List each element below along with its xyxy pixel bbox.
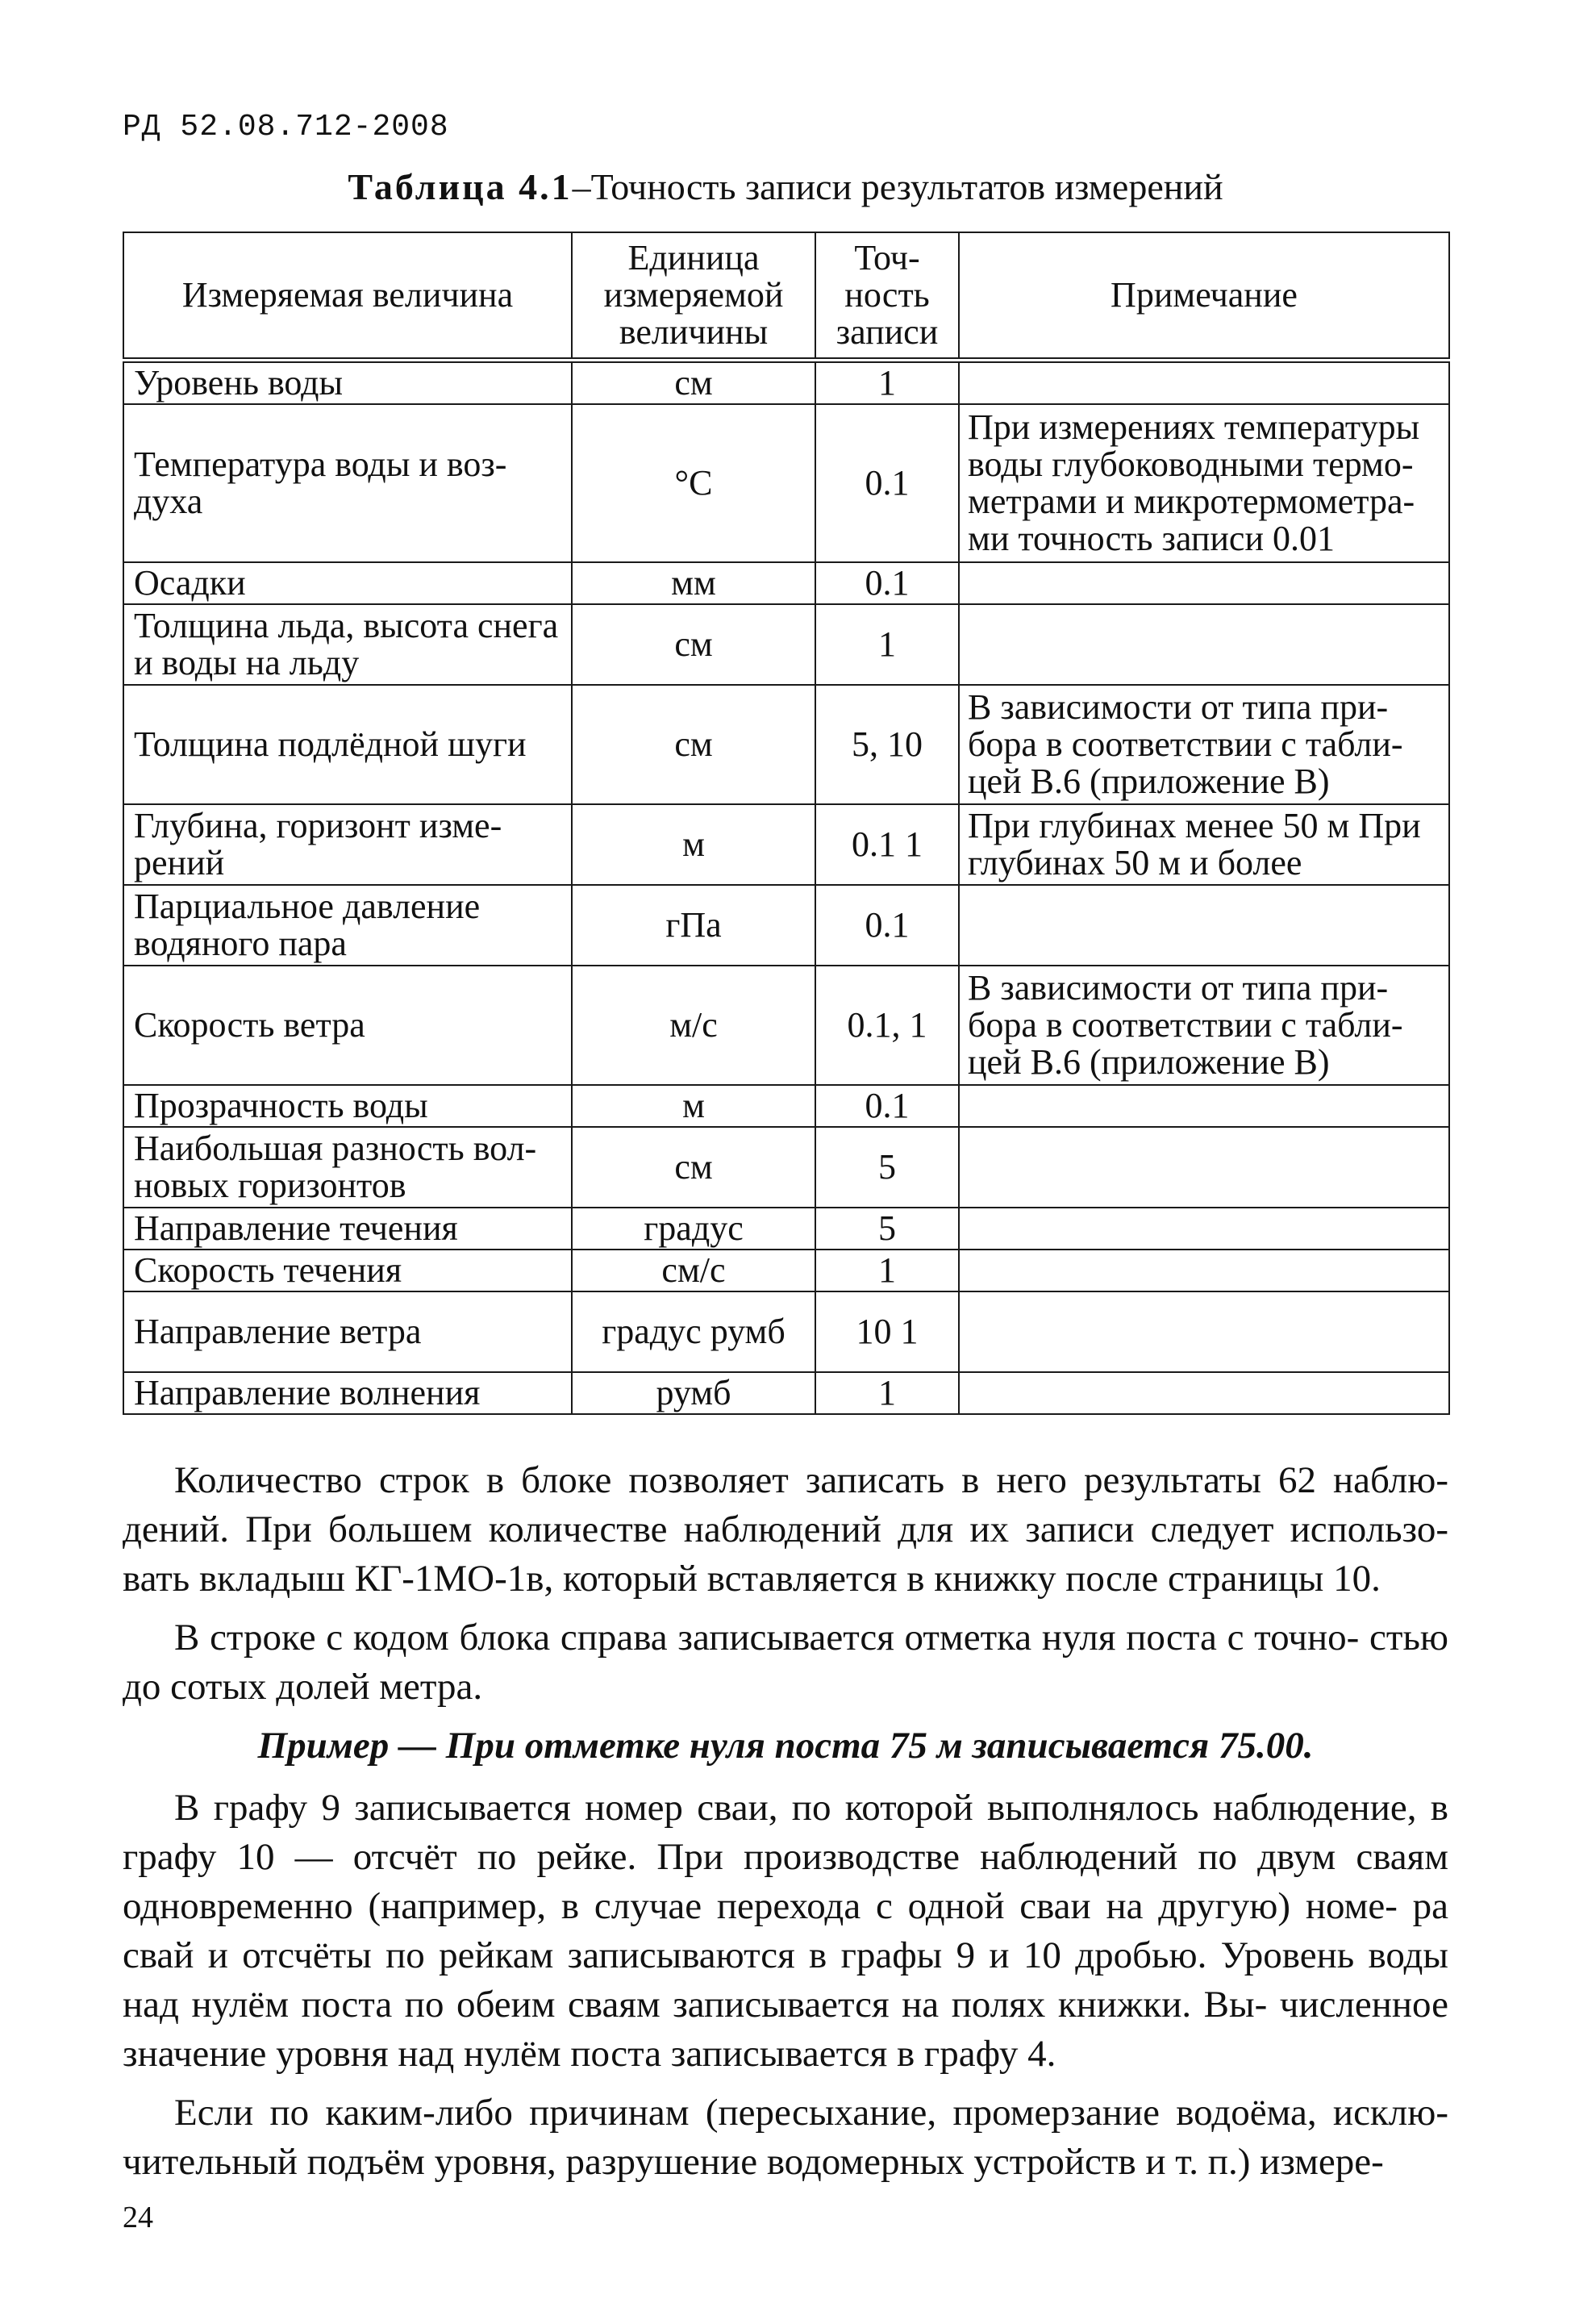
cell-precision: 1 [815, 361, 959, 405]
cell-unit: см [572, 1127, 815, 1208]
cell-note [959, 604, 1449, 685]
cell-unit: м [572, 804, 815, 885]
cell-quantity: Уровень воды [123, 361, 572, 405]
cell-quantity: Скорость течения [123, 1250, 572, 1291]
cell-unit: градус румб [572, 1291, 815, 1372]
table-row [123, 885, 1449, 966]
document-code: РД 52.08.712-2008 [123, 110, 449, 144]
table-row [123, 966, 1449, 1085]
column-header-note: Примечание [959, 232, 1449, 361]
cell-quantity: Направление течения [123, 1208, 572, 1250]
cell-precision: 10 1 [815, 1291, 959, 1372]
cell-note [959, 885, 1449, 966]
column-header-precision: Точ- ность записи [815, 232, 959, 361]
cell-unit: румб [572, 1372, 815, 1414]
cell-precision: 5 [815, 1208, 959, 1250]
cell-note [959, 1208, 1449, 1250]
table-caption-text: –Точность записи результатов измерений [572, 166, 1223, 207]
table-row [123, 361, 1449, 405]
example-note: Пример — При отметке нуля поста 75 м записывается 75.00. [257, 1725, 1314, 1767]
cell-unit: градус [572, 1208, 815, 1250]
cell-quantity: Осадки [123, 562, 572, 604]
cell-precision: 0.1 [815, 562, 959, 604]
cell-precision: 0.1 1 [815, 804, 959, 885]
cell-quantity: Направление волнения [123, 1372, 572, 1414]
cell-note [959, 1127, 1449, 1208]
cell-precision: 0.1 [815, 885, 959, 966]
cell-unit: см/с [572, 1250, 815, 1291]
table-row [123, 404, 1449, 562]
paragraph: В графу 9 записывается номер сваи, по которой выполнялось наблюдение, в графу 10 — отсчёт по рейке. При производстве наблюдений по двум сваям одновременно (например, в случае перехода с одной сваи на другую) номе- ра свай и отсчёты по рейкам записываются в графы 9 и 10 дробью. Уровень воды над нулём поста по обеим сваям записывается на полях книжки. Вы- численное значение уровня над нулём поста записывается в графу 4. [123, 1787, 1448, 2075]
cell-note [959, 1372, 1449, 1414]
cell-note [959, 361, 1449, 405]
precision-table [123, 232, 1450, 1415]
cell-quantity: Толщина подлёдной шуги [123, 685, 572, 804]
table-row [123, 604, 1449, 685]
table-caption [123, 165, 1448, 208]
cell-note: В зависимости от типа при- бора в соответствии с табли- цей В.6 (приложение В) [959, 966, 1449, 1085]
table-row [123, 1127, 1449, 1208]
cell-unit: см [572, 685, 815, 804]
cell-unit: см [572, 604, 815, 685]
column-header-unit: Единица измеряемой величины [572, 232, 815, 361]
body-text [123, 1456, 1448, 2197]
table-row [123, 685, 1449, 804]
cell-unit: мм [572, 562, 815, 604]
cell-quantity: Толщина льда, высота снега и воды на льду [123, 604, 572, 685]
page-number: 24 [123, 2201, 153, 2234]
table-row [123, 1208, 1449, 1250]
cell-precision: 0.1 [815, 1085, 959, 1127]
cell-precision: 5 [815, 1127, 959, 1208]
cell-note [959, 1291, 1449, 1372]
cell-quantity: Температура воды и воз- духа [123, 404, 572, 562]
cell-unit: м [572, 1085, 815, 1127]
cell-precision: 1 [815, 1250, 959, 1291]
cell-note: В зависимости от типа при- бора в соответствии с табли- цей В.6 (приложение В) [959, 685, 1449, 804]
table-row [123, 562, 1449, 604]
cell-unit: м/с [572, 966, 815, 1085]
cell-precision: 0.1, 1 [815, 966, 959, 1085]
cell-precision: 1 [815, 604, 959, 685]
cell-precision: 1 [815, 1372, 959, 1414]
cell-note: При измерениях температуры воды глубоководными термо- метрами и микротермометра- ми точность записи 0.01 [959, 404, 1449, 562]
cell-unit: °С [572, 404, 815, 562]
cell-quantity: Прозрачность воды [123, 1085, 572, 1127]
cell-precision: 5, 10 [815, 685, 959, 804]
cell-note [959, 1250, 1449, 1291]
cell-quantity: Скорость ветра [123, 966, 572, 1085]
paragraph: Если по каким-либо причинам (пересыхание, промерзание водоёма, исклю- чительный подъём уровня, разрушение водомерных устройств и т. п.) измере- [123, 2092, 1448, 2183]
cell-note [959, 1085, 1449, 1127]
cell-unit: см [572, 361, 815, 405]
table-caption-label: Таблица 4.1 [348, 166, 573, 207]
cell-quantity: Парциальное давление водяного пара [123, 885, 572, 966]
cell-quantity: Глубина, горизонт изме- рений [123, 804, 572, 885]
cell-precision: 0.1 [815, 404, 959, 562]
cell-quantity: Наибольшая разность вол- новых горизонтов [123, 1127, 572, 1208]
column-header-quantity: Измеряемая величина [123, 232, 572, 361]
paragraph: Количество строк в блоке позволяет записать в него результаты 62 наблю- дений. При большем количестве наблюдений для их записи следует использо- вать вкладыш КГ-1МО-1в, который вставляется в книжку после страницы 10. [123, 1459, 1448, 1600]
table-row [123, 804, 1449, 885]
cell-quantity: Направление ветра [123, 1291, 572, 1372]
cell-note: При глубинах менее 50 м При глубинах 50 м и более [959, 804, 1449, 885]
table-row [123, 1250, 1449, 1291]
table-header-row [123, 232, 1449, 361]
paragraph: В строке с кодом блока справа записывается отметка нуля поста с точно- стью до сотых долей метра. [123, 1617, 1448, 1708]
table-row [123, 1291, 1449, 1372]
cell-note [959, 562, 1449, 604]
table-row [123, 1085, 1449, 1127]
table-row [123, 1372, 1449, 1414]
cell-unit: гПа [572, 885, 815, 966]
